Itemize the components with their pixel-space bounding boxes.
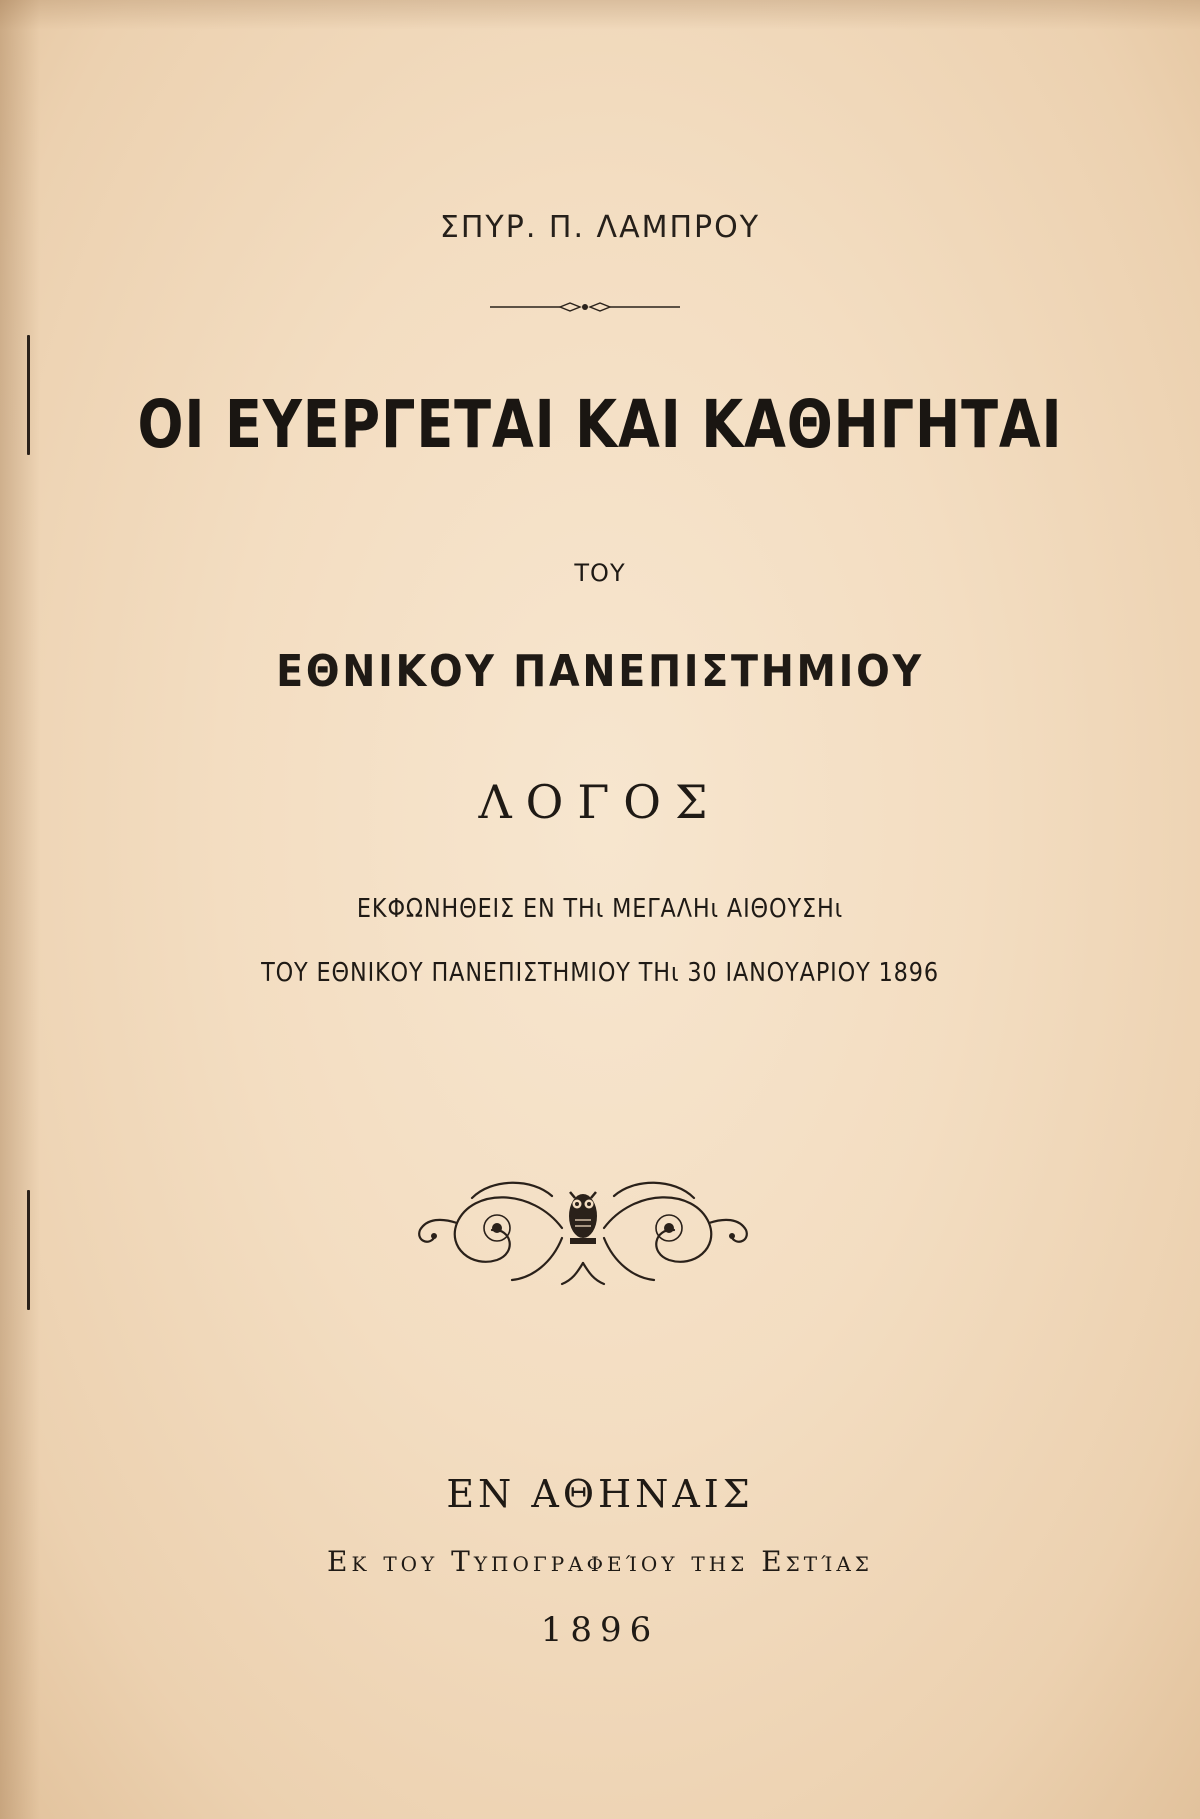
printer-line: Εκ του Τυπογραφείου της Εστίας: [327, 1545, 873, 1578]
publication-place: ΕΝ ΑΘΗΝΑΙΣ: [446, 1472, 754, 1516]
main-title: ΟΙ ΕΥΕΡΓΕΤΑΙ ΚΑΙ ΚΑΘΗΓΗΤΑΙ: [137, 386, 1063, 463]
divider-rule-ornament: [490, 299, 680, 315]
owl-floral-vignette: [412, 1168, 754, 1288]
title-connector: ΤΟΥ: [574, 559, 626, 587]
binding-stitch-top: [27, 335, 30, 455]
delivery-line-2: ΤΟΥ ΕΘΝΙΚΟΥ ΠΑΝΕΠΙΣΤΗΜΙΟΥ ΤΗι 30 ΙΑΝΟΥΑΡΙΟΥ 1896: [261, 958, 939, 988]
publication-year: 1896: [540, 1610, 660, 1650]
delivery-line-1: ΕΚΦΩΝΗΘΕΙΣ ΕΝ ΤΗι ΜΕΓΑΛΗι ΑΙΘΟΥΣΗι: [356, 894, 844, 924]
author-name: ΣΠΥΡ. Π. ΛΑΜΠΡΟΥ: [439, 210, 761, 245]
genre-heading: ΛΟΓΟΣ: [478, 775, 722, 829]
institution-title: ΕΘΝΙΚΟΥ ΠΑΝΕΠΙΣΤΗΜΙΟΥ: [276, 646, 924, 697]
binding-stitch-bottom: [27, 1190, 30, 1310]
